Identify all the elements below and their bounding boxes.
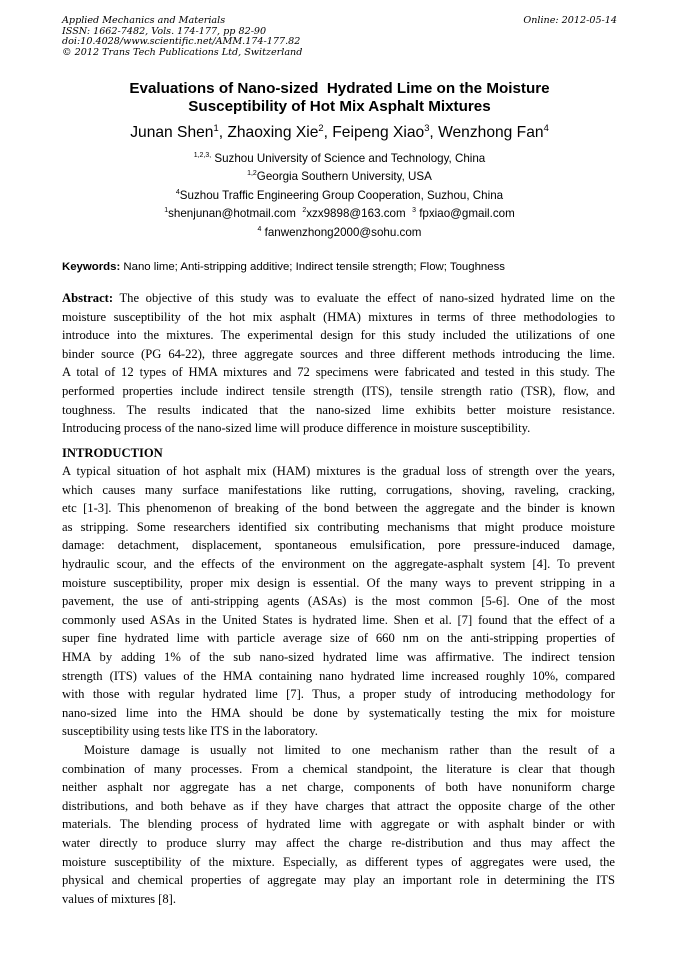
text-line: values of mixtures [8]. (62, 891, 177, 906)
author-sup: 4 (543, 122, 549, 133)
text-line: water directly to produce slurry may affect the charge re-distribution and thus may affect the (62, 835, 615, 850)
email-sup: 1 (164, 207, 169, 215)
journal-header (62, 16, 617, 58)
affiliation-2 (62, 169, 617, 185)
affiliation-1 (62, 151, 617, 167)
author-sup: 2 (318, 122, 324, 133)
text-line: damage: detachment, displacement, spontaneous emulsification, pore pressure-induced damage, (62, 538, 615, 553)
email-address[interactable]: fpxiao@gmail.com (419, 207, 515, 220)
affiliation-3 (62, 188, 617, 204)
text-line: physical and chemical properties of aggregate may play an important role in determining the ITS (62, 873, 615, 888)
abstract-label: Abstract: (62, 291, 114, 305)
email-address[interactable]: shenjunan@hotmail.com (168, 207, 296, 220)
online-date: Online: 2012-05-14 (523, 15, 617, 26)
affiliation-text: Georgia Southern University, USA (256, 170, 432, 183)
text-line: introduce into the mixtures. The experimental design for this study included the utilizations of one (62, 328, 615, 343)
text-line: A total of 12 types of HMA mixtures and 72 specimens were fabricated and tested in this study. The (62, 365, 615, 380)
text-line: HMA by adding 1% of the sub nano-sized hydrated lime was affirmative. The indirect tension (62, 649, 615, 664)
copyright-line: © 2012 Trans Tech Publications Ltd, Switzerland (62, 46, 303, 58)
text-line: moisture susceptibility of the hot mix asphalt (HMA) mixtures in terms of three methodologies to (62, 309, 615, 324)
email-sup: 3 (412, 207, 416, 215)
author-sup: 3 (424, 122, 430, 133)
email-sup: 4 (257, 226, 262, 234)
author-name: Wenzhong Fan (438, 124, 544, 141)
keywords-label: Keywords: (62, 261, 121, 273)
text-line: etc [1-3]. This phenomenon of breaking of the bond between the aggregate and the binder is known (62, 501, 615, 516)
text-line: strength (ITS) values of the HMA containing nano hydrated lime increased roughly 10%, compared (62, 668, 615, 683)
author-name: Junan Shen (130, 124, 214, 141)
introduction-paragraph-2 (62, 741, 615, 908)
text-line: susceptibility using tests like ITS in the laboratory. (62, 724, 318, 739)
text-line: binder source (PG 64-22), three aggregate sources and three different methods introducing the lime. (62, 346, 615, 361)
email-line-2 (62, 225, 617, 241)
keywords-text: Nano lime; Anti-stripping additive; Indirect tensile strength; Flow; Toughness (120, 261, 505, 273)
affiliation-sup: 4 (175, 189, 180, 197)
affiliation-sup: 1,2,3, (193, 152, 212, 160)
abstract-text: The objective of this study was to evaluate the effect of nano-sized hydrated lime on the (113, 291, 615, 305)
email-address[interactable]: xzx9898@163.com (306, 207, 406, 220)
text-line: nano-sized lime into the HMA should be done by systematically testing the mix for moisture (62, 705, 615, 720)
text-line: neither asphalt nor aggregate has a net charge, components of both have nonuniform charge (62, 780, 615, 795)
affiliation-text: Suzhou Traffic Engineering Group Cooperation, Suzhou, China (179, 189, 504, 202)
text-line (62, 289, 615, 308)
author-name: Zhaoxing Xie (227, 124, 319, 141)
text-line: Introducing process of the nano-sized lime will produce difference in moisture susceptibility. (62, 421, 531, 436)
text-line: moisture susceptibility of the mixture. Especially, as different types of aggregates were used, the (62, 854, 615, 869)
text-line: which causes many surface manifestations like rutting, corrugations, shoving, raveling, cracking, (62, 482, 615, 497)
text-line: materials. The blending process of hydrated lime with aggregate or with asphalt binder or with (62, 817, 615, 832)
author-list: Junan Shen$^1$, Zhaoxing Xie$^2$, Feipeng Xiao$^3$, Wenzhong Fan$^4$ (130, 122, 549, 141)
text-line: toughness. The results indicated that the nano-sized lime exhibits better moisture resistance. (62, 402, 615, 417)
text-line: performed properties include indirect tensile strength (ITS), tensile strength ratio (TSR), flow, and (62, 383, 615, 398)
introduction-paragraph-1 (62, 462, 615, 741)
text-line: distributions, and both behave as if they have charges that attract the opposite charge of the other (62, 798, 615, 813)
journal-name: Applied Mechanics and Materials (62, 15, 226, 26)
abstract (62, 289, 615, 438)
text-line: commonly used ASAs in the United States is hydrated lime. Shen et al. [7] found that the effect of a (62, 612, 615, 627)
text-line: as stripping. Some researchers identified six contributing mechanisms that might produce moisture (62, 519, 615, 534)
text-line: combination of many processes. From a chemical standpoint, the literature is clear that though (62, 761, 615, 776)
text-line: with those with regular hydrated lime [7]. Thus, a proper study of introducing methodology for (62, 687, 615, 702)
title-line-2: Susceptibility of Hot Mix Asphalt Mixtures (188, 98, 491, 115)
section-heading-introduction: INTRODUCTION (62, 446, 163, 460)
email-sup: 2 (302, 207, 307, 215)
text-line: hydraulic scour, and the effects of the environment on the aggregate-asphalt system [4]. To prevent (62, 556, 615, 571)
text-line: moisture susceptibility, proper mix design is essential. Of the many ways to prevent stripping in a (62, 575, 615, 590)
keywords (62, 259, 617, 275)
email-address[interactable]: fanwenzhong2000@sohu.com (261, 226, 422, 239)
text-line: pavement, the use of anti-stripping agents (ASAs) is the most common [5-6]. One of the most (62, 594, 615, 609)
title-line-1: Evaluations of Nano-sized Hydrated Lime on the Moisture (129, 80, 550, 97)
paper-title (62, 80, 617, 116)
author-name: Feipeng Xiao (332, 124, 425, 141)
author-sup: 1 (213, 122, 219, 133)
text-line: super fine hydrated lime with particle average size of 660 nm on the anti-stripping properties of (62, 631, 615, 646)
text-line: A typical situation of hot asphalt mix (HAM) mixtures is the gradual loss of strength over the years, (62, 464, 615, 478)
text-line: Moisture damage is usually not limited to one mechanism rather than the result of a (84, 743, 615, 757)
affiliation-sup: 1,2 (247, 170, 257, 178)
issn-line: ISSN: 1662-7482, Vols. 174-177, pp 82-90 (62, 25, 267, 37)
doi-line: doi:10.4028/www.scientific.net/AMM.174-177.82 (62, 36, 301, 48)
email-line (62, 206, 617, 222)
affiliation-text: Suzhou University of Science and Technology, China (211, 152, 486, 165)
